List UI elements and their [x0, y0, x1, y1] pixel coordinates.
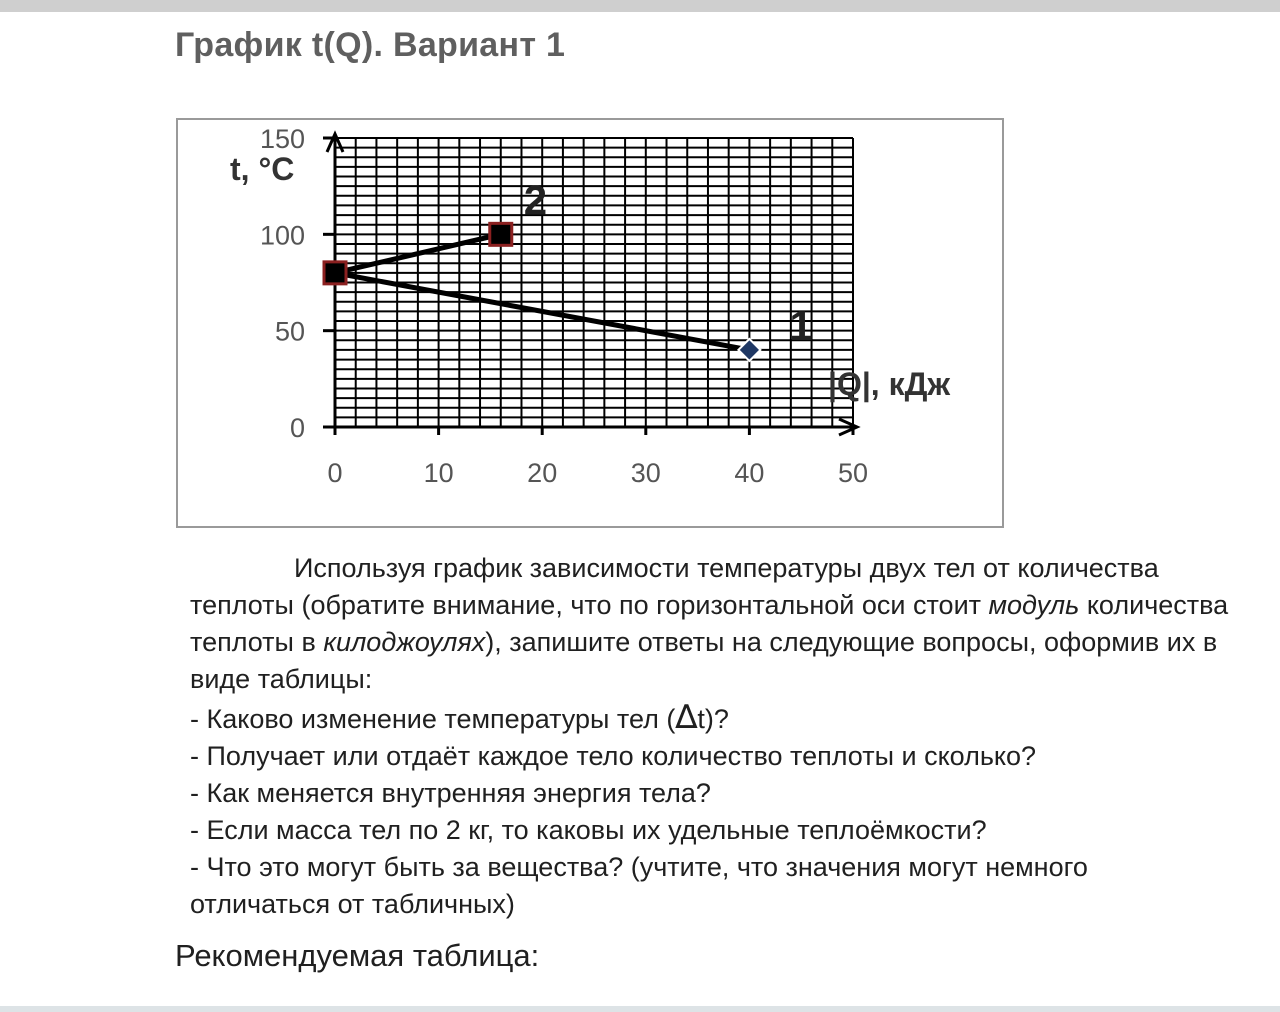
- bottom-bar: [0, 1006, 1280, 1012]
- question-1-tail: t)?: [697, 704, 729, 734]
- x-tick-label: 20: [527, 458, 558, 488]
- x-tick-label: 30: [630, 458, 661, 488]
- paragraph-part-3: ), запишите ответы на следующие вопросы, оформив их в виде таблицы:: [190, 627, 1218, 694]
- x-tick-label: 0: [327, 458, 343, 488]
- task-text: [190, 550, 1230, 923]
- y-tick-label: 0: [289, 413, 305, 443]
- y-tick-label: 50: [274, 316, 305, 347]
- series-2-label: 2: [523, 176, 548, 224]
- delta-symbol: ∆: [675, 697, 698, 736]
- paragraph-emphasis-modulus: модуль: [988, 590, 1080, 620]
- chart-figure: [176, 118, 1004, 528]
- series-1-label: 1: [789, 301, 813, 349]
- page-title: График t(Q). Вариант 1: [175, 26, 566, 64]
- question-5: - Что это могут быть за вещества? (учтите, что значения могут немного отличаться от табличных): [190, 852, 1088, 919]
- start-marker: [324, 262, 346, 284]
- task-paragraph: [190, 550, 1230, 698]
- question-3: - Как меняется внутренняя энергия тела?: [190, 778, 711, 808]
- x-tick-label: 40: [734, 458, 765, 488]
- series-1-end-marker: [738, 339, 760, 361]
- y-tick-label: 150: [259, 124, 305, 154]
- series-2-end-marker: [490, 223, 512, 245]
- chart-svg: [178, 120, 1002, 526]
- x-tick-label: 10: [423, 458, 454, 488]
- paragraph-part-2: количества теплоты в: [190, 590, 1229, 657]
- x-axis-title: |Q|, кДж: [828, 366, 951, 402]
- top-bar: [0, 0, 1280, 12]
- chart-grid: [335, 138, 853, 427]
- question-2: - Получает или отдаёт каждое тело количество теплоты и сколько?: [190, 741, 1037, 771]
- paragraph-part-1: Используя график зависимости температуры двух тел от количества теплоты (обратите внимание, что по горизонтальной оси стоит: [190, 553, 1159, 620]
- recommended-table-label: Рекомендуемая таблица:: [175, 938, 540, 973]
- x-tick-label: 50: [837, 458, 869, 488]
- y-axis-title: t, °C: [230, 151, 295, 187]
- question-1-text: - Каково изменение температуры тел (: [190, 704, 676, 734]
- y-tick-label: 100: [259, 220, 305, 251]
- paragraph-emphasis-kilojoules: килоджоулях: [323, 627, 486, 657]
- question-1: [190, 698, 1230, 738]
- question-4: - Если масса тел по 2 кг, то каковы их удельные теплоёмкости?: [190, 815, 987, 845]
